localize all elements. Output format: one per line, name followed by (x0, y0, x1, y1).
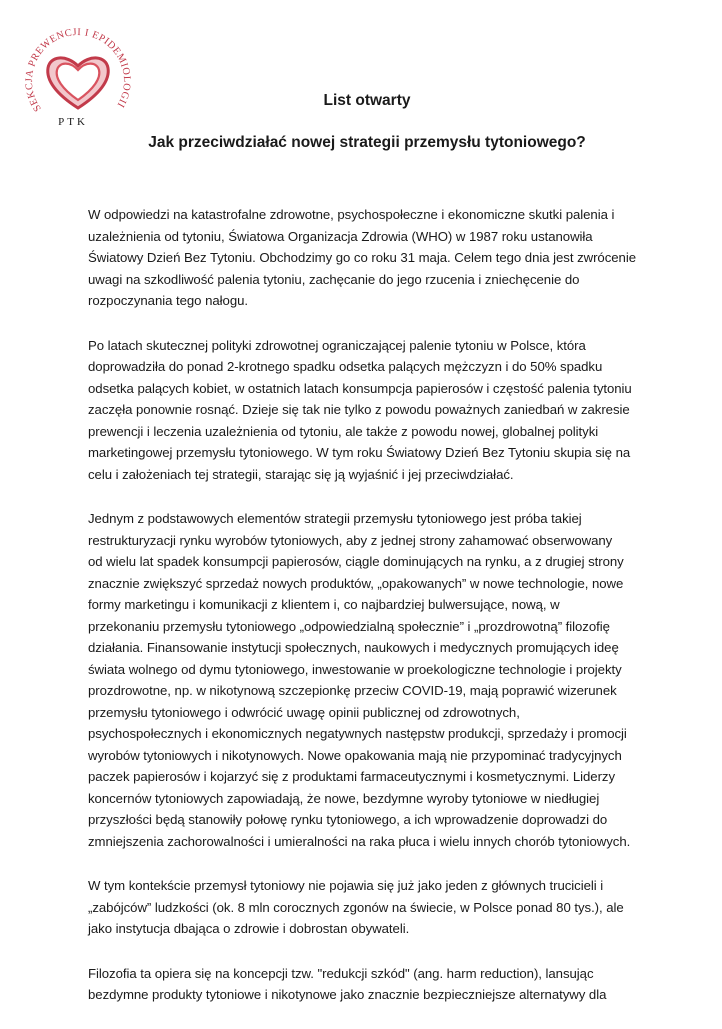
paragraph: Jednym z podstawowych elementów strategii przemysłu tytoniowego jest próba takiej restrukturyzacji rynku wyrobów tytoniowych, aby z jednej strony zahamować obserwowany od wielu lat spadek konsumpcji papierosów, ciągle dominujących na rynku, a z drugiej strony znacznie zwiększyć sprzedaż nowych produktów, „opakowanych” w nowe technologie, nowe formy marketingu i komunikacji z klientem i, co najbardziej bulwersujące, nową, w przekonaniu przemysłu tytoniowego „odpowiedzialną społecznie” i „prozdrowotną” filozofię działania. Finansowanie instytucji społecznych, naukowych i medycznych promujących ideę świata wolnego od dymu tytoniowego, inwestowanie w proekologiczne technologie i projekty prozdrowotne, np. w nikotynową szczepionkę przeciw COVID-19, mają poprawić wizerunek przemysłu tytoniowego i odwrócić uwagę opinii publicznej od zdrowotnych, psychospołecznych i ekonomicznych negatywnych następstw produkcji, sprzedaży i promocji wyrobów tytoniowych i nikotynowych. Nowe opakowania mają nie przypominać tradycyjnych paczek papierosów i kojarzyć się z produktami farmaceutycznymi i kosmetycznymi. Liderzy koncernów tytoniowych zapowiadają, że nowe, bezdymne wyroby tytoniowe w niedługiej przyszłości będą stanowiły połowę rynku tytoniowego, a ich wprowadzenie doprowadzi do zmniejszenia zachorowalności i umieralności na raka płuca i wielu innych chorób tytoniowych. (88, 511, 631, 849)
logo-arc-text: SEKCJA PREWENCJI I EPIDEMIOLOGII (23, 26, 132, 114)
logo-abbreviation: PTK (58, 116, 88, 128)
paragraph: Filozofia ta opiera się na koncepcji tzw. "redukcji szkód" (ang. harm reduction), lansując bezdymne produkty tytoniowe i nikotynowe jako znacznie bezpieczniejsze alternatywy dla (88, 965, 607, 1002)
paragraph: W tym kontekście przemysł tytoniowy nie pojawia się już jako jeden z głównych trucicieli i „zabójców” ludzkości (ok. 8 mln corocznych zgonów na świecie, w Polsce ponad 80 tys.), ale jako instytucja dbająca o zdrowie i dobrostan obywateli. (88, 878, 624, 936)
paragraph: W odpowiedzi na katastrofalne zdrowotne, psychospołeczne i ekonomiczne skutki palenia i uzależnienia od tytoniu, Światowa Organizacja Zdrowia (WHO) w 1987 roku ustanowiła Światowy Dzień Bez Tytoniu. Obchodzimy go co roku 31 maja. Celem tego dnia jest zwrócenie uwagi na szkodliwość palenia tytoniu, zachęcanie do jego rzucenia i zniechęcenie do rozpoczynania tego nałogu. (88, 207, 636, 308)
letter-body (88, 204, 648, 1029)
paragraph: Po latach skutecznej polityki zdrowotnej ograniczającej palenie tytoniu w Polsce, która doprowadziła do ponad 2-krotnego spadku odsetka palących mężczyzn i do 50% spadku odsetka palących kobiet, w ostatnich latach konsumpcja papierosów i częstość palenia tytoniu zaczęła ponownie rosnąć. Dzieje się tak nie tylko z powodu poważnych zaniedbań w zakresie prewencji i leczenia uzależnienia od tytoniu, ale także z powodu nowej, globalnej polityki marketingowej przemysłu tytoniowego. W tym roku Światowy Dzień Bez Tytoniu skupia się na celu i założeniach tej strategii, starając się ją wyjaśnić i jej przeciwdziałać. (88, 337, 632, 482)
page-subtitle: Jak przeciwdziałać nowej strategii przemysłu tytoniowego? (148, 134, 586, 151)
ptk-section-logo (12, 14, 132, 134)
page-title: List otwarty (323, 92, 411, 109)
